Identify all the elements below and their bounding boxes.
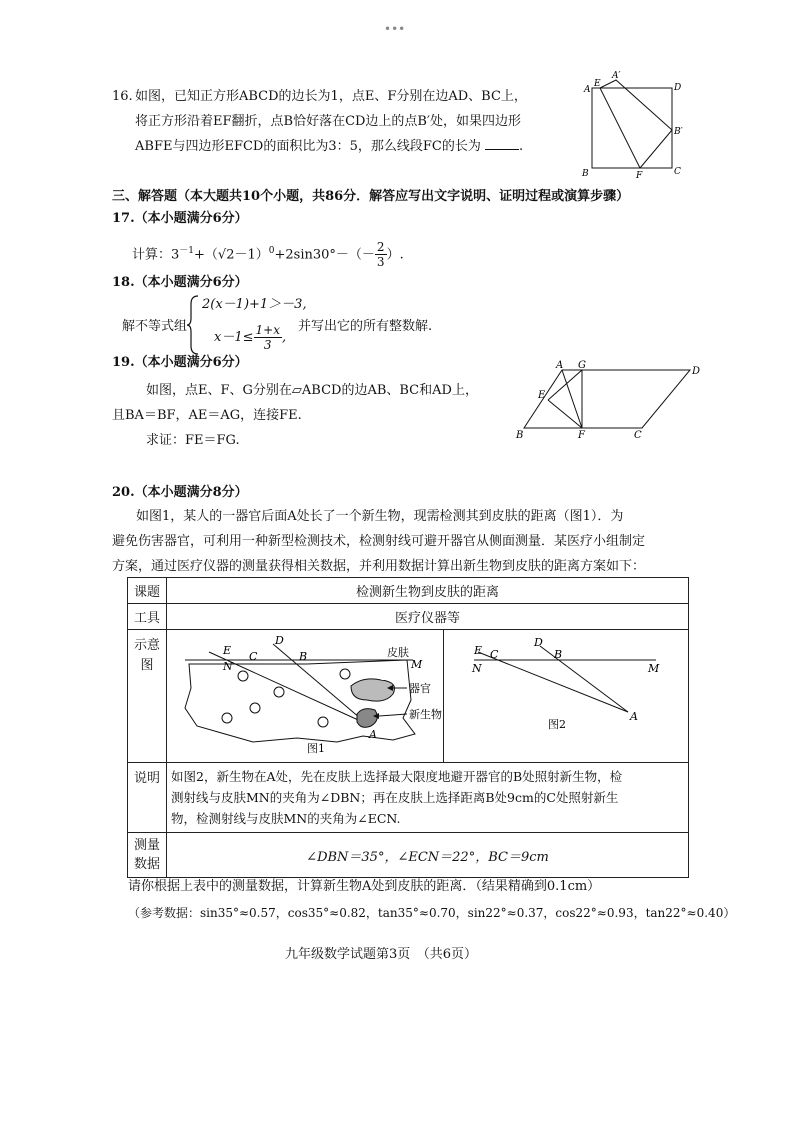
- label-D: D: [534, 636, 543, 649]
- circle-dot: [340, 669, 350, 679]
- label-M: M: [411, 658, 423, 671]
- label-B: B: [582, 169, 589, 179]
- label-F: F: [636, 171, 643, 180]
- q20-para-1: 如图1，某人的一器官后面A处长了一个新生物，现需检测其到皮肤的距离（图1）．为: [136, 509, 624, 524]
- q16-line3: ABFE与四边形EFCD的面积比为3：5，那么线段FC的长为 .: [135, 139, 524, 154]
- figure-2: [444, 630, 688, 758]
- growth-shape: [357, 709, 377, 728]
- row-notes-value: 如图2，新生物在A处，先在皮肤上选择最大限度地避开器官的B处照射新生物，检 测射线与皮肤MN的夹角为∠DBN；再在皮肤上选择距离B处9cm的C处照射新生 物，检测射线与皮肤MN的夹角为∠ECN.: [167, 763, 689, 833]
- q20-instruction: 请你根据上表中的测量数据，计算新生物A处到皮肤的距离．（结果精确到0.1cm）: [128, 879, 601, 894]
- circle-dot: [274, 687, 284, 697]
- label-N: N: [223, 660, 233, 673]
- label-D: D: [275, 634, 284, 647]
- ray-ea: [478, 652, 628, 712]
- figure-16: [576, 68, 686, 180]
- label-B: B: [516, 430, 524, 441]
- label-C: C: [674, 167, 681, 177]
- circle-dot: [238, 671, 248, 681]
- q17-title: 17.（本小题满分6分）: [112, 211, 248, 226]
- label-G: G: [578, 360, 586, 371]
- q20-title: 20.（本小题满分8分）: [112, 485, 248, 500]
- label-B-prime: B′: [674, 127, 683, 137]
- label-D: D: [674, 83, 682, 93]
- circle-dot: [318, 717, 328, 727]
- q19-title: 19.（本小题满分6分）: [112, 355, 248, 370]
- q18-inequality-1: 2(x－1)+1＞－3,: [202, 297, 307, 312]
- label-B: B: [554, 648, 563, 661]
- label-A: A: [584, 85, 591, 95]
- figure-2-caption: 图2: [548, 718, 566, 731]
- figure-2-cell: [444, 630, 689, 763]
- q20-para-3: 方案，通过医疗仪器的测量获得相关数据，并利用数据计算出新生物到皮肤的距离方案如下：: [112, 559, 646, 574]
- folded-part: [600, 80, 672, 168]
- label-E: E: [538, 390, 546, 401]
- row-measure-value: ∠DBN＝35°，∠ECN＝22°，BC＝9cm: [167, 833, 689, 878]
- square-abcd: [592, 88, 672, 168]
- header-dots: •••: [384, 22, 406, 36]
- label-A-prime: A′: [612, 71, 621, 81]
- organ-shape: [351, 679, 395, 701]
- label-skin: 皮肤: [387, 646, 409, 659]
- q19-line3: 求证：FE＝FG.: [146, 433, 240, 448]
- scheme-table: [127, 577, 689, 878]
- label-E: E: [594, 79, 601, 89]
- label-organ: 器官: [409, 682, 431, 695]
- fold-line-ef: [600, 88, 640, 168]
- label-N: N: [472, 662, 482, 675]
- row-measure-head: 测量数据: [128, 833, 167, 878]
- label-F: F: [578, 430, 585, 441]
- label-M: M: [648, 662, 660, 675]
- row-notes-head: 说明: [128, 763, 167, 833]
- label-A: A: [369, 728, 377, 741]
- system-brace: [186, 294, 200, 356]
- q18-title: 18.（本小题满分6分）: [112, 275, 248, 290]
- label-C: C: [634, 430, 642, 441]
- figure-1: [167, 630, 443, 758]
- answer-blank: [485, 137, 519, 150]
- label-A: A: [630, 710, 638, 723]
- q16-line2: 将正方形沿着EF翻折，点B恰好落在CD边上的点B′处，如果四边形: [135, 114, 521, 129]
- q17-expression: 计算：$3^{-1}+(√2-1)^0+2\sin 30^\circ-(-$ $\frac{2}{3}$ ）.: [132, 240, 404, 270]
- circle-dot: [222, 713, 232, 723]
- q19-line1: 如图，点E、F、G分别在▱ABCD的边AB、BC和AD上，: [146, 383, 478, 398]
- figure-1-caption: 图1: [307, 742, 325, 755]
- q16-number: 16.: [112, 89, 133, 104]
- row-tool-value: 医疗仪器等: [167, 604, 689, 630]
- q20-reference-data: （参考数据：sin35°≈0.57，cos35°≈0.82，tan35°≈0.70，sin22°≈0.37，cos22°≈0.93，tan22°≈0.40）: [128, 906, 736, 920]
- section-3-title: 三、解答题（本大题共10个小题，共86分．解答应写出文字说明、证明过程或演算步骤）: [112, 189, 630, 204]
- label-B: B: [299, 650, 308, 663]
- circle-dot: [250, 703, 260, 713]
- row-diagram-head: 示意图: [128, 630, 167, 763]
- q16-line1: 如图，已知正方形ABCD的边长为1，点E、F分别在边AD、BC上，: [135, 89, 527, 104]
- page-footer: 九年级数学试题第3页 （共6页）: [285, 947, 478, 962]
- label-E: E: [223, 644, 232, 657]
- row-topic-head: 课题: [128, 578, 167, 604]
- figure-1-cell: [167, 630, 444, 763]
- label-C: C: [249, 650, 258, 663]
- q19-line2: 且BA＝BF，AE＝AG，连接FE.: [112, 408, 302, 423]
- growth-arrow: [379, 714, 407, 716]
- row-tool-head: 工具: [128, 604, 167, 630]
- label-A: A: [556, 360, 564, 371]
- label-C: C: [490, 648, 499, 661]
- q18-inequality-2: x－1≤ $\frac{1+x}{3}$ ,: [214, 323, 287, 352]
- figure-19: [512, 358, 712, 442]
- row-topic-value: 检测新生物到皮肤的距离: [167, 578, 689, 604]
- label-E: E: [474, 644, 483, 657]
- q18-prefix: 解不等式组: [122, 319, 188, 334]
- label-D: D: [692, 366, 701, 377]
- q18-suffix: 并写出它的所有整数解.: [298, 319, 433, 334]
- label-growth: 新生物: [409, 708, 442, 721]
- segment-eg: [548, 370, 582, 400]
- q20-para-2: 避免伤害器官，可利用一种新型检测技术，检测射线可避开器官从侧面测量．某医疗小组制定: [112, 534, 646, 549]
